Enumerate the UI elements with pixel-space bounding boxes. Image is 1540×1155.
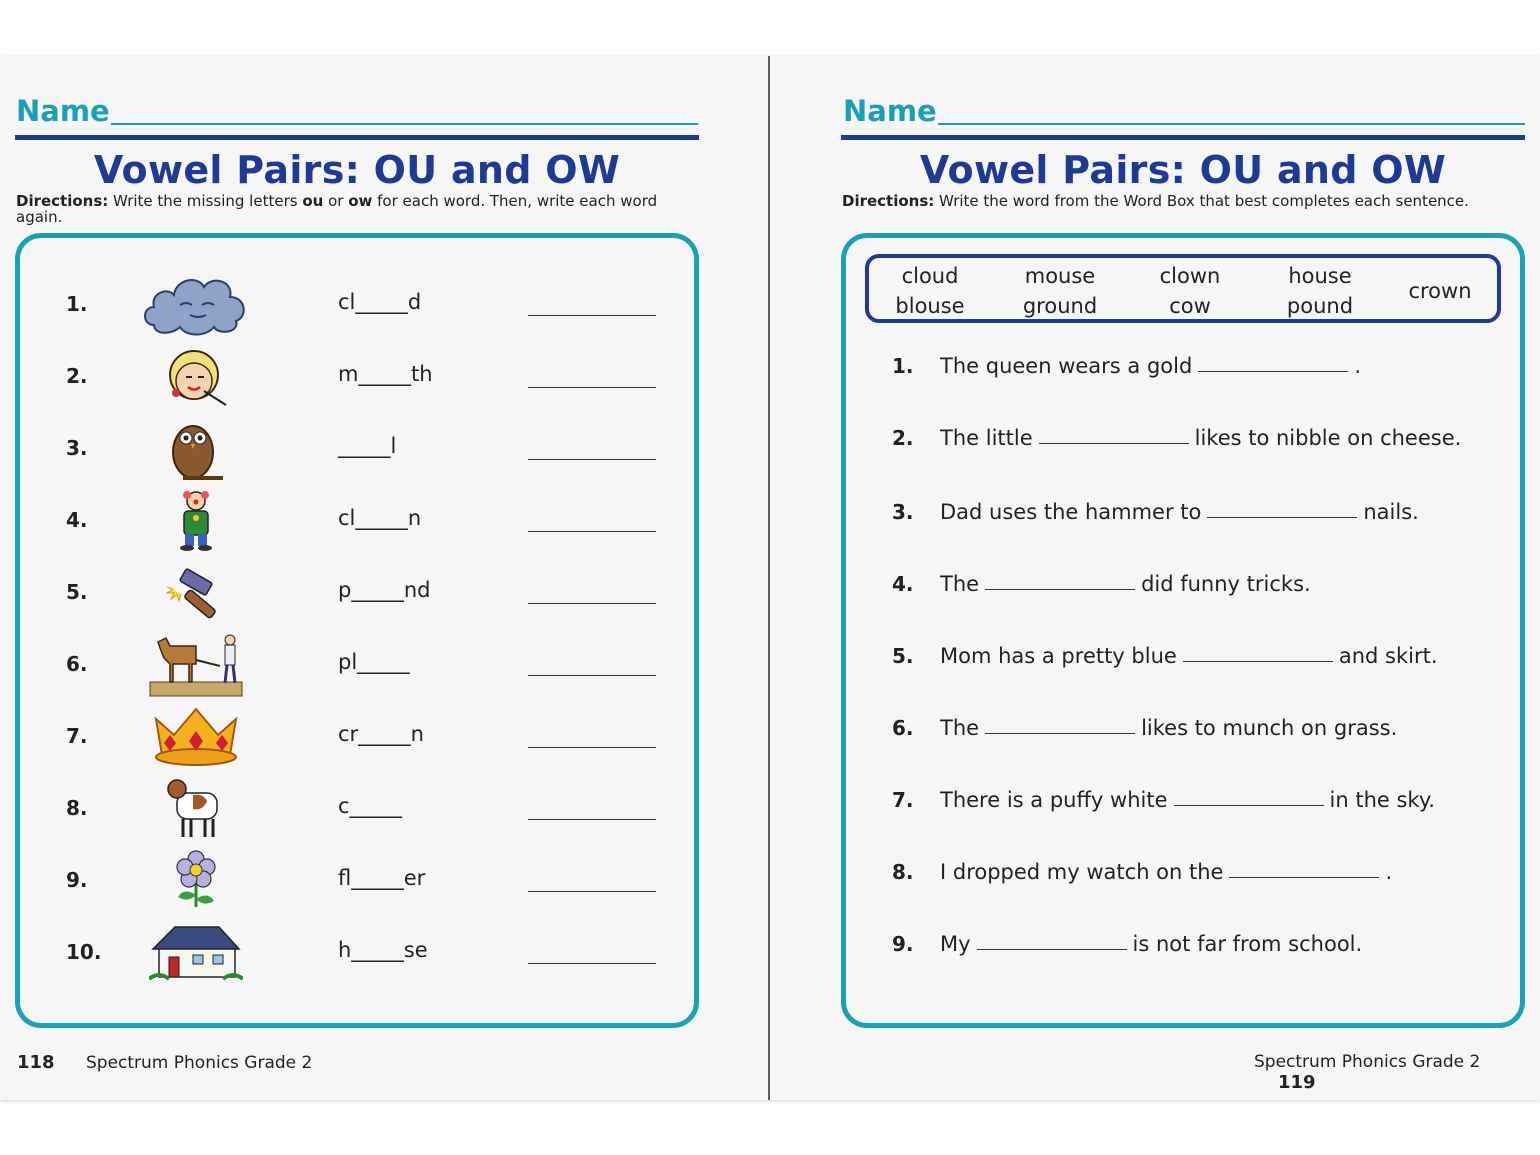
answer-blank[interactable] bbox=[1198, 370, 1348, 372]
answer-line[interactable] bbox=[528, 963, 656, 964]
sentence-number: 4. bbox=[892, 572, 914, 596]
answer-line[interactable] bbox=[528, 603, 656, 604]
sentence-number: 7. bbox=[892, 788, 914, 812]
sentence-row bbox=[892, 860, 1392, 884]
directions-ow: ow bbox=[348, 192, 373, 210]
sentence-number: 5. bbox=[892, 644, 914, 668]
footer-book-title: Spectrum Phonics Grade 2 bbox=[1254, 1052, 1481, 1072]
answer-line[interactable] bbox=[528, 315, 656, 316]
name-row bbox=[16, 94, 698, 128]
directions-text-end: for each word. Then, write each word again. bbox=[16, 192, 658, 226]
sentence-text-before: Mom has a pretty blue bbox=[940, 644, 1177, 668]
item-number: 1. bbox=[66, 292, 88, 316]
exercise-row bbox=[66, 716, 666, 786]
item-number: 7. bbox=[66, 724, 88, 748]
item-number: 4. bbox=[66, 508, 88, 532]
answer-line[interactable] bbox=[528, 459, 656, 460]
answer-blank[interactable] bbox=[1229, 876, 1379, 878]
answer-line[interactable] bbox=[528, 891, 656, 892]
missing-letters-word[interactable]: c_____ bbox=[338, 794, 403, 818]
mouth-icon bbox=[164, 343, 228, 413]
sentence-text-after: likes to munch on grass. bbox=[1141, 716, 1398, 740]
word-box-word: house bbox=[1288, 264, 1352, 288]
sentence-number: 1. bbox=[892, 354, 914, 378]
sentence-number: 2. bbox=[892, 426, 914, 450]
cloud-icon bbox=[140, 269, 252, 343]
owl-icon bbox=[163, 412, 229, 488]
answer-blank[interactable] bbox=[1174, 804, 1324, 806]
directions bbox=[16, 193, 676, 225]
answer-line[interactable] bbox=[528, 747, 656, 748]
answer-line[interactable] bbox=[528, 531, 656, 532]
name-label: Name bbox=[16, 94, 110, 128]
plow-icon bbox=[148, 630, 244, 702]
sentence-row bbox=[892, 716, 1397, 740]
directions-label: Directions: bbox=[842, 192, 935, 210]
directions-text: Write the word from the Word Box that best completes each sentence. bbox=[934, 192, 1469, 210]
item-number: 9. bbox=[66, 868, 88, 892]
hammer-icon bbox=[159, 565, 233, 623]
sentence-text-before: There is a puffy white bbox=[940, 788, 1168, 812]
word-box-word: mouse bbox=[1024, 264, 1096, 288]
word-box-word: clown bbox=[1159, 264, 1221, 288]
answer-blank[interactable] bbox=[1039, 442, 1189, 444]
answer-blank[interactable] bbox=[1183, 660, 1333, 662]
directions bbox=[842, 193, 1522, 209]
exercise-frame bbox=[841, 233, 1525, 1028]
footer-book-title: Spectrum Phonics Grade 2 bbox=[85, 1053, 313, 1073]
item-number: 8. bbox=[66, 796, 88, 820]
answer-blank[interactable] bbox=[1207, 516, 1357, 518]
page-number: 118 bbox=[17, 1052, 55, 1073]
word-box bbox=[865, 254, 1501, 323]
exercise-row bbox=[66, 428, 666, 498]
sentence-number: 6. bbox=[892, 716, 914, 740]
exercise-row bbox=[66, 356, 666, 426]
header-rule bbox=[841, 135, 1525, 140]
word-box-column bbox=[995, 261, 1125, 321]
answer-blank[interactable] bbox=[977, 948, 1127, 950]
missing-letters-word[interactable]: p_____nd bbox=[338, 578, 431, 602]
missing-letters-word[interactable]: cl_____d bbox=[338, 290, 422, 314]
flower-icon bbox=[170, 849, 222, 915]
answer-line[interactable] bbox=[528, 387, 656, 388]
page-title: Vowel Pairs: OU and OW bbox=[93, 148, 621, 192]
header-rule bbox=[15, 135, 699, 140]
answer-blank[interactable] bbox=[985, 588, 1135, 590]
word-box-word: cloud bbox=[901, 264, 959, 288]
sentence-text-before: The bbox=[940, 716, 980, 740]
house-icon bbox=[149, 921, 243, 987]
sentence-number: 3. bbox=[892, 500, 914, 524]
sentence-text-after: nails. bbox=[1363, 500, 1419, 524]
sentence-row bbox=[892, 426, 1461, 450]
directions-text: Write the missing letters bbox=[108, 192, 303, 210]
missing-letters-word[interactable]: pl_____ bbox=[338, 650, 410, 674]
crown-icon bbox=[152, 705, 240, 771]
directions-or: or bbox=[323, 192, 349, 210]
answer-line[interactable] bbox=[528, 819, 656, 820]
sentence-row bbox=[892, 932, 1362, 956]
sentence-text-before: Dad uses the hammer to bbox=[940, 500, 1202, 524]
item-number: 3. bbox=[66, 436, 88, 460]
word-box-word: blouse bbox=[895, 294, 965, 318]
sentence-text-after: . bbox=[1385, 860, 1393, 884]
sentence-row bbox=[892, 644, 1438, 668]
sentence-text-after: and skirt. bbox=[1338, 644, 1438, 668]
missing-letters-word[interactable]: m_____th bbox=[338, 362, 433, 386]
exercise-row bbox=[66, 860, 666, 930]
footer bbox=[1254, 1052, 1540, 1093]
sentence-number: 8. bbox=[892, 860, 914, 884]
sentence-text-after: . bbox=[1354, 354, 1361, 378]
sentence-text-before: The little bbox=[940, 426, 1033, 450]
footer bbox=[17, 1052, 312, 1073]
workbook-spread bbox=[0, 56, 1540, 1100]
answer-line[interactable] bbox=[528, 675, 656, 676]
exercise-row bbox=[66, 500, 666, 570]
item-number: 10. bbox=[66, 940, 102, 964]
name-row bbox=[843, 94, 1525, 128]
item-number: 5. bbox=[66, 580, 88, 604]
item-number: 2. bbox=[66, 364, 88, 388]
word-box-word: pound bbox=[1286, 294, 1354, 318]
sentence-text-before: My bbox=[940, 932, 971, 956]
sentence-text-after: likes to nibble on cheese. bbox=[1194, 426, 1462, 450]
word-box-word: cow bbox=[1169, 294, 1211, 318]
item-number: 6. bbox=[66, 652, 88, 676]
name-write-line[interactable] bbox=[111, 123, 698, 125]
sentence-text-after: did funny tricks. bbox=[1141, 572, 1311, 596]
exercise-row bbox=[66, 932, 666, 1002]
word-box-word: crown bbox=[1408, 279, 1472, 303]
clown-icon bbox=[171, 488, 221, 556]
directions-ou: ou bbox=[302, 192, 324, 210]
sentence-row bbox=[892, 354, 1361, 378]
exercise-row bbox=[66, 788, 666, 858]
name-label: Name bbox=[843, 94, 937, 128]
sentence-row bbox=[892, 788, 1435, 812]
missing-letters-word[interactable]: _____l bbox=[338, 434, 397, 458]
missing-letters-word[interactable]: fl_____er bbox=[338, 866, 426, 890]
missing-letters-word[interactable]: h_____se bbox=[338, 938, 428, 962]
sentence-text-before: I dropped my watch on the bbox=[940, 860, 1224, 884]
page-number: 119 bbox=[1278, 1072, 1316, 1093]
word-box-column bbox=[1385, 276, 1495, 306]
sentence-text-after: in the sky. bbox=[1329, 788, 1435, 812]
word-box-word: ground bbox=[1022, 294, 1098, 318]
exercise-row bbox=[66, 284, 666, 354]
answer-blank[interactable] bbox=[985, 732, 1135, 734]
sentence-text-before: The queen wears a gold bbox=[940, 354, 1193, 378]
word-box-column bbox=[1255, 261, 1385, 321]
sentence-text-after: is not far from school. bbox=[1132, 932, 1363, 956]
page-title: Vowel Pairs: OU and OW bbox=[919, 148, 1447, 192]
sentence-row bbox=[892, 572, 1311, 596]
sentence-row bbox=[892, 500, 1419, 524]
sentence-text-before: The bbox=[940, 572, 980, 596]
sentence-number: 9. bbox=[892, 932, 914, 956]
missing-letters-word[interactable]: cr_____n bbox=[338, 722, 424, 746]
word-box-column bbox=[1125, 261, 1255, 321]
left-page bbox=[0, 56, 768, 1100]
right-page bbox=[770, 56, 1540, 1100]
name-write-line[interactable] bbox=[938, 123, 1525, 125]
word-box-column bbox=[875, 261, 985, 321]
exercise-row bbox=[66, 644, 666, 714]
directions-label: Directions: bbox=[16, 192, 109, 210]
missing-letters-word[interactable]: cl_____n bbox=[338, 506, 422, 530]
cow-icon bbox=[163, 775, 229, 845]
